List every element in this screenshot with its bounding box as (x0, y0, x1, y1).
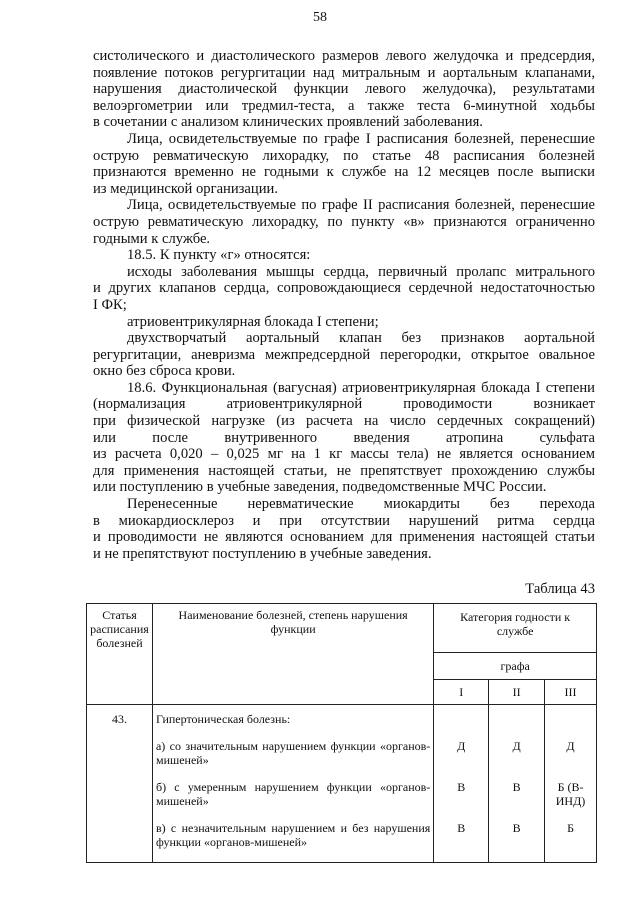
paragraph-line: и других клапанов сердца, сопровождающиеся сердечной недостаточностью (93, 280, 595, 297)
grade-a-3: Д (566, 739, 575, 753)
paragraph-line: в сочетании с анализом клинических проявлений заболевания. (93, 114, 483, 131)
header-col-2: II (489, 680, 545, 705)
paragraph-line: годными к службе. (93, 230, 211, 247)
paragraph-line: из медицинской организации. (93, 180, 278, 197)
paragraph-line: окно без сброса крови. (93, 363, 236, 380)
paragraph-line: велоэргометрии или тредмил-теста, а также теста 6-минутной ходьбы (93, 97, 595, 114)
paragraph-line: или поступлению в учебные заведения, подведомственные МЧС России. (93, 479, 547, 496)
header-col-3: III (545, 680, 597, 705)
paragraph-line: регургитации, аневризма межпредсердной перегородки, открытое овальное (93, 346, 595, 363)
paragraph-line: систолического и диастолического размеров левого желудочка и предсердия, (93, 48, 595, 64)
paragraph-line: Лица, освидетельствуемые по графе II расписания болезней, перенесшие (127, 197, 595, 214)
paragraph-line: (нормализация атриовентрикулярной проводимости возникает (93, 396, 595, 413)
body-text (93, 48, 595, 562)
paragraph-line: исходы заболевания мышцы сердца, первичный пролапс митрального (127, 263, 595, 280)
grade-a-1: Д (457, 739, 466, 753)
grade-b-1: В (457, 780, 466, 794)
paragraph-line: острую ревматическую лихорадку, по пункту «в» признаются ограниченно (93, 213, 595, 230)
paragraph-line: появление потоков регургитации над митральным и аортальным клапанами, (93, 64, 595, 81)
row-title: Гипертоническая болезнь: (155, 712, 291, 726)
paragraph-line: 18.6. Функциональная (вагусная) атриовентрикулярная блокада I степени (127, 379, 595, 396)
paragraph-line: при физической нагрузке (из расчета на число сердечных сокращений) (93, 413, 595, 430)
header-col-1: I (434, 680, 489, 705)
paragraph-line: 18.5. К пункту «г» относятся: (127, 247, 311, 264)
header-category: Категория годности к службе (434, 604, 597, 653)
paragraph-line: атриовентрикулярная блокада I степени; (127, 313, 379, 330)
table-row (87, 705, 597, 863)
header-name: Наименование болезней, степень нарушения функции (152, 604, 433, 705)
header-column-group: графа (434, 653, 597, 680)
paragraph-line: двухстворчатый аортальный клапан без признаков аортальной (127, 330, 595, 347)
grade-c-2: В (512, 821, 521, 835)
row-item-b: б) с умеренным нарушением функции «органов-мишеней» (155, 780, 431, 808)
page-number: 58 (313, 10, 327, 25)
row-item-a: а) со значительным нарушением функции «органов-мишеней» (155, 739, 431, 767)
row-article: 43. (87, 705, 153, 863)
paragraph-line: Лица, освидетельствуемые по графе I расписания болезней, перенесшие (127, 130, 595, 147)
paragraph-line: признаются временно не годными к службе на 12 месяцев после выписки (93, 164, 595, 181)
table-caption: Таблица 43 (525, 581, 595, 597)
row-item-c: в) с незначительным нарушением и без нарушения функции «органов-мишеней» (155, 821, 431, 849)
paragraph-line: в миокардиосклероз и при отсутствии нарушений ритма сердца (93, 512, 595, 529)
paragraph-line: и проводимости не являются основанием для применения настоящей статьи (93, 529, 595, 546)
grade-a-2: Д (512, 739, 521, 753)
grade-b-2: В (512, 780, 521, 794)
paragraph-line: Перенесенные неревматические миокардиты без перехода (127, 496, 595, 513)
paragraph-line: острую ревматическую лихорадку, по статье 48 расписания болезней (93, 147, 595, 164)
grade-b-3: Б (В-ИНД) (555, 780, 586, 808)
paragraph-line: из расчета 0,020 – 0,025 мг на 1 кг массы тела) не является основанием (93, 446, 595, 463)
table-43 (86, 603, 597, 863)
paragraph-line: для применения настоящей статьи, не препятствует прохождению службы (93, 462, 595, 479)
paragraph-line: I ФК; (93, 296, 127, 313)
grade-c-1: В (457, 821, 466, 835)
paragraph-line: и не препятствуют поступлению в учебные заведения. (93, 545, 432, 562)
paragraph-line: нарушения диастолической функции левого желудочка), результатами (93, 81, 595, 98)
paragraph-line: или после внутривенного введения атропина сульфата (93, 429, 595, 446)
header-article: Статья расписания болезней (87, 604, 153, 705)
grade-c-3: Б (567, 821, 574, 835)
